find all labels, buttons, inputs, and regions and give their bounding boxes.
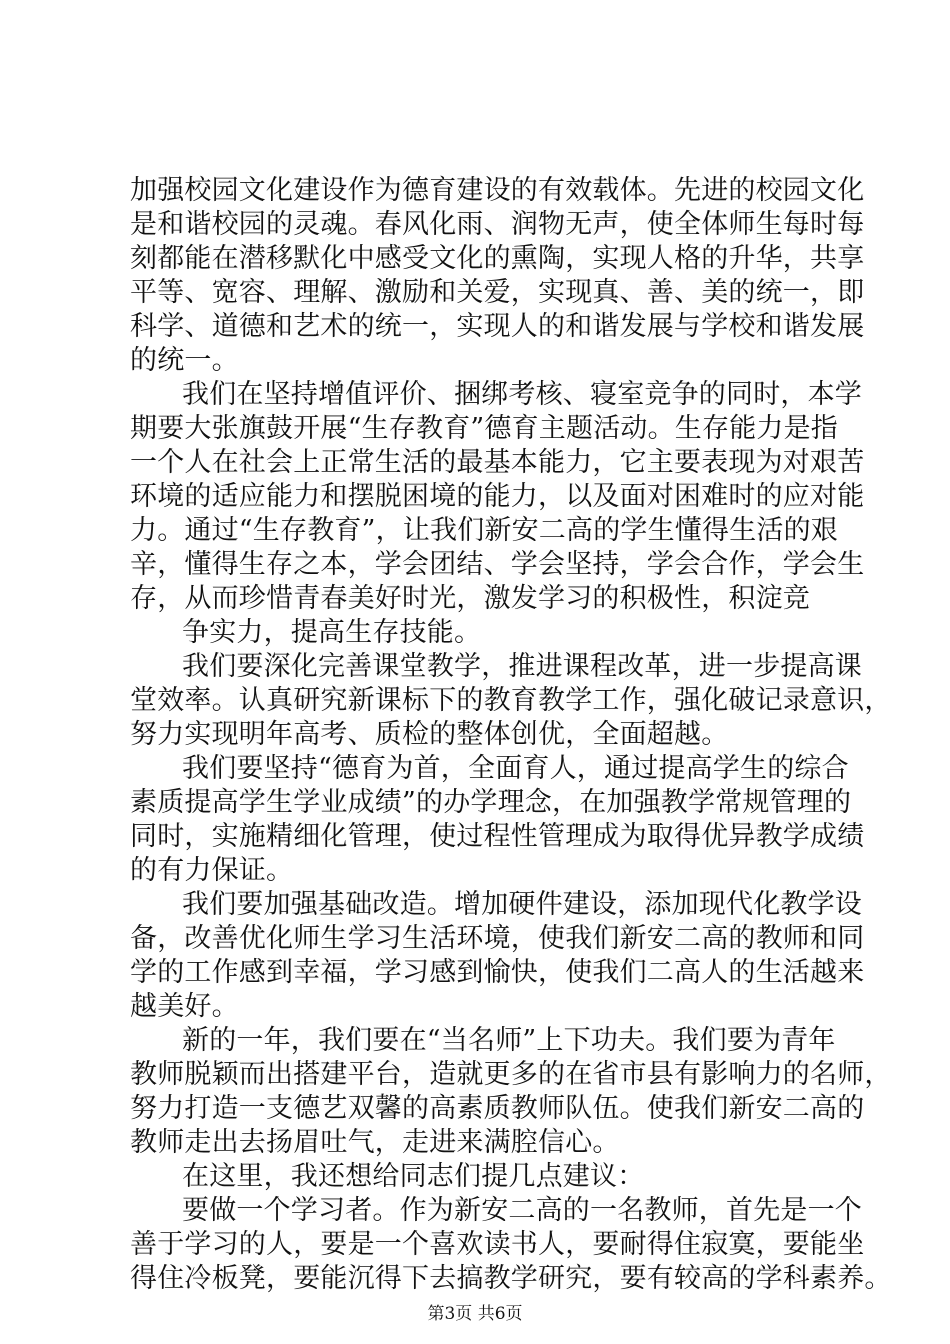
paragraph-first-line: 要做一个学习者。作为新安二高的一名教师，首先是一个	[182, 1195, 862, 1226]
text-line: 教师走出去扬眉吐气，走进来满腔信心。	[130, 1127, 620, 1158]
text-line: 努力打造一支德艺双馨的高素质教师队伍。使我们新安二高的	[130, 1093, 865, 1124]
paragraph-first-line: 我们要坚持“德育为首，全面育人，通过提高学生的综合	[182, 753, 849, 784]
text-line: 同时，实施精细化管理，使过程性管理成为取得优异教学成绩	[130, 821, 865, 852]
text-line: 力。通过“生存教育”，让我们新安二高的学生懂得生活的艰	[130, 515, 839, 546]
text-line: 存，从而珍惜青春美好时光，激发学习的积极性，积淀竞	[130, 583, 810, 614]
text-line: 平等、宽容、理解、激励和关爱，实现真、善、美的统一，即	[130, 277, 865, 308]
paragraph-first-line: 我们要深化完善课堂教学，推进课程改革，进一步提高课	[182, 651, 862, 682]
text-line: 争实力，提高生存技能。	[182, 617, 482, 648]
text-line: 一个人在社会上正常生活的最基本能力，它主要表现为对艰苦	[130, 447, 865, 478]
text-line: 素质提高学生学业成绩”的办学理念，在加强教学常规管理的	[130, 787, 852, 818]
paragraph-first-line: 在这里，我还想给同志们提几点建议：	[182, 1161, 645, 1192]
text-line: 越美好。	[130, 991, 239, 1022]
text-line: 教师脱颖而出搭建平台，造就更多的在省市县有影响力的名师，	[130, 1059, 892, 1090]
text-line: 学的工作感到幸福，学习感到愉快，使我们二高人的生活越来	[130, 957, 865, 988]
paragraph-first-line: 新的一年，我们要在“当名师”上下功夫。我们要为青年	[182, 1025, 836, 1056]
text-line: 备，改善优化师生学习生活环境，使我们新安二高的教师和同	[130, 923, 865, 954]
paragraph-first-line: 我们在坚持增值评价、捆绑考核、寝室竞争的同时，本学	[182, 379, 862, 410]
text-line: 环境的适应能力和摆脱困境的能力，以及面对困难时的应对能	[130, 481, 865, 512]
page-number-footer: 第3页 共6页	[427, 1304, 523, 1324]
text-line: 善于学习的人，要是一个喜欢读书人，要耐得住寂寞，要能坐	[130, 1229, 865, 1260]
text-line: 得住冷板凳，要能沉得下去搞教学研究，要有较高的学科素养。	[130, 1263, 892, 1294]
text-line: 是和谐校园的灵魂。春风化雨、润物无声，使全体师生每时每	[130, 209, 865, 240]
text-line: 期要大张旗鼓开展“生存教育”德育主题活动。生存能力是指	[130, 413, 839, 444]
text-line: 科学、道德和艺术的统一，实现人的和谐发展与学校和谐发展	[130, 311, 865, 342]
text-line: 辛，懂得生存之本，学会团结、学会坚持，学会合作，学会生	[130, 549, 865, 580]
paragraph-first-line: 我们要加强基础改造。增加硬件建设，添加现代化教学设	[182, 889, 862, 920]
text-line: 努力实现明年高考、质检的整体创优，全面超越。	[130, 719, 729, 750]
text-line: 的统一。	[130, 345, 239, 376]
text-line: 的有力保证。	[130, 855, 294, 886]
text-line: 加强校园文化建设作为德育建设的有效载体。先进的校园文化	[130, 175, 865, 206]
text-line: 堂效率。认真研究新课标下的教育教学工作，强化破记录意识，	[130, 685, 892, 716]
text-line: 刻都能在潜移默化中感受文化的熏陶，实现人格的升华，共享	[130, 243, 865, 274]
